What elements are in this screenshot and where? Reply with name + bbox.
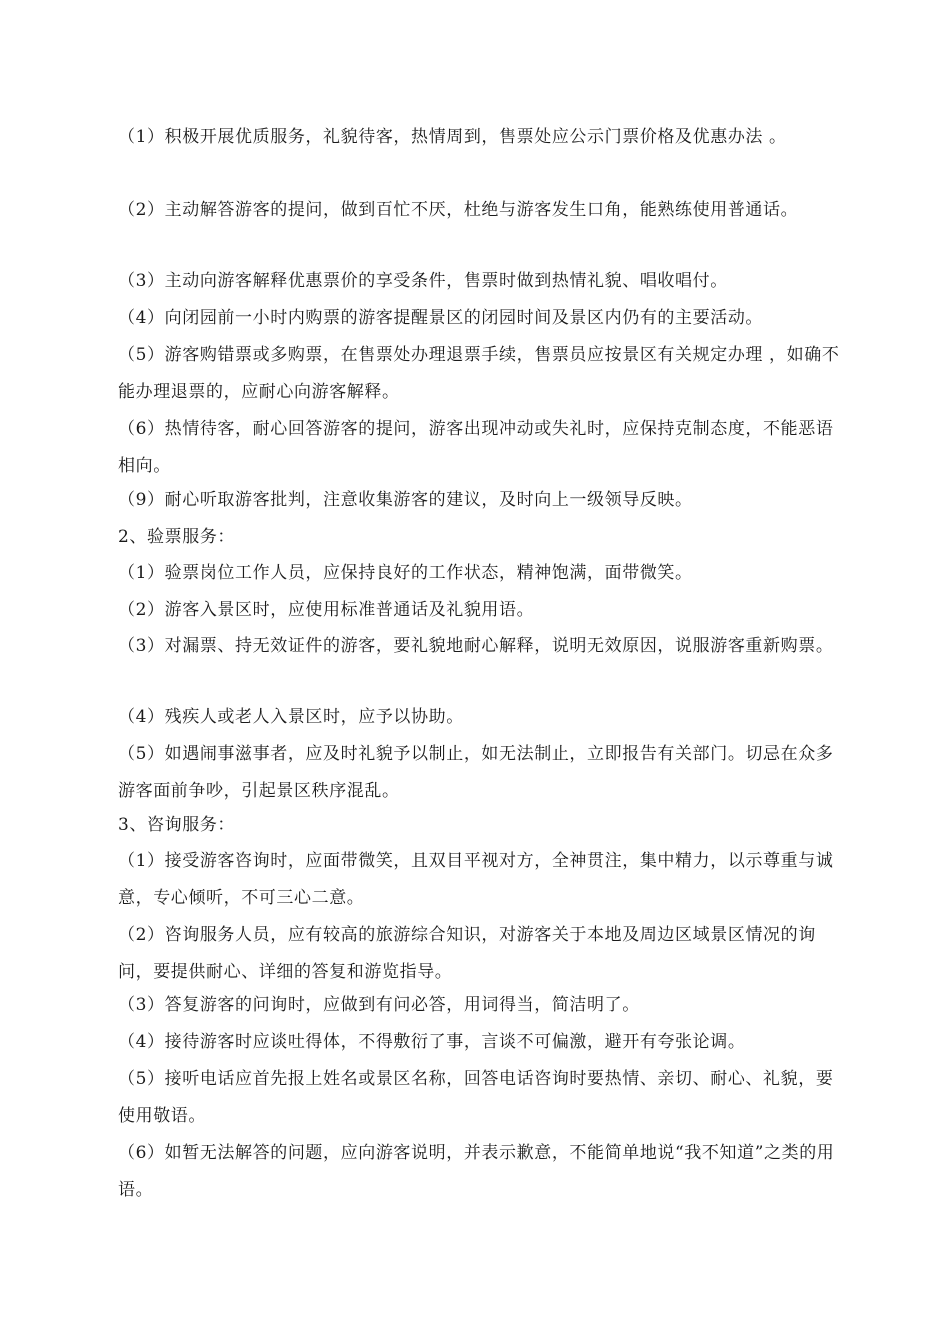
paragraph-intro-3: （3）主动向游客解释优惠票价的享受条件，售票时做到热情礼貌、唱收唱付。 (118, 271, 728, 291)
paragraph-intro-4: （4）向闭园前一小时内购票的游客提醒景区的闭园时间及景区内仍有的主要活动。 (118, 308, 764, 328)
section-3-title: 3、咨询服务： (118, 815, 236, 835)
section-3-item-6: （6）如暂无法解答的问题，应向游客说明，并表示歉意，不能简单地说“我不知道”之类的用语。 (118, 1143, 835, 1200)
section-3-item-4: （4）接待游客时应谈吐得体，不得敷衍了事，言谈不可偏激，避开有夸张论调。 (118, 1032, 746, 1052)
section-2-item-4: （4）残疾人或老人入景区时，应予以协助。 (118, 707, 464, 727)
section-2-item-3: （3）对漏票、持无效证件的游客，要礼貌地耐心解释，说明无效原因，说服游客重新购票。 (118, 636, 834, 656)
section-3-item-1: （1）接受游客咨询时，应面带微笑，且双目平视对方，全神贯注，集中精力，以示尊重与诚意，专心倾听，不可三心二意。 (118, 851, 834, 908)
section-2-title: 2、验票服务： (118, 527, 236, 547)
paragraph-intro-2: （2）主动解答游客的提问，做到百忙不厌，杜绝与游客发生口角，能熟练使用普通话。 (118, 200, 799, 220)
paragraph-intro-6: （6）热情待客，耐心回答游客的提问，游客出现冲动或失礼时，应保持克制态度，不能恶语相向。 (118, 419, 834, 476)
section-2-item-2: （2）游客入景区时，应使用标准普通话及礼貌用语。 (118, 600, 535, 620)
section-3-item-2: （2）咨询服务人员，应有较高的旅游综合知识，对游客关于本地及周边区域景区情况的询问，要提供耐心、详细的答复和游览指导。 (118, 925, 816, 982)
paragraph-intro-5: （5）游客购错票或多购票，在售票处办理退票手续，售票员应按景区有关规定办理 ，如确不能办理退票的，应耐心向游客解释。 (118, 345, 840, 402)
section-2-item-1: （1）验票岗位工作人员，应保持良好的工作状态，精神饱满，面带微笑。 (118, 563, 693, 583)
paragraph-intro-9: （9）耐心听取游客批判，注意收集游客的建议，及时向上一级领导反映。 (118, 490, 693, 510)
paragraph-intro-1: （1）积极开展优质服务，礼貌待客，热情周到，售票处应公示门票价格及优惠办法 。 (118, 127, 787, 147)
section-3-item-5: （5）接听电话应首先报上姓名或景区名称，回答电话咨询时要热情、亲切、耐心、礼貌，要使用敬语。 (118, 1069, 834, 1126)
section-3-item-3: （3）答复游客的问询时，应做到有问必答，用词得当，简洁明了。 (118, 995, 640, 1015)
section-2-item-5: （5）如遇闹事滋事者，应及时礼貌予以制止，如无法制止，立即报告有关部门。切忌在众多游客面前争吵，引起景区秩序混乱。 (118, 744, 834, 801)
